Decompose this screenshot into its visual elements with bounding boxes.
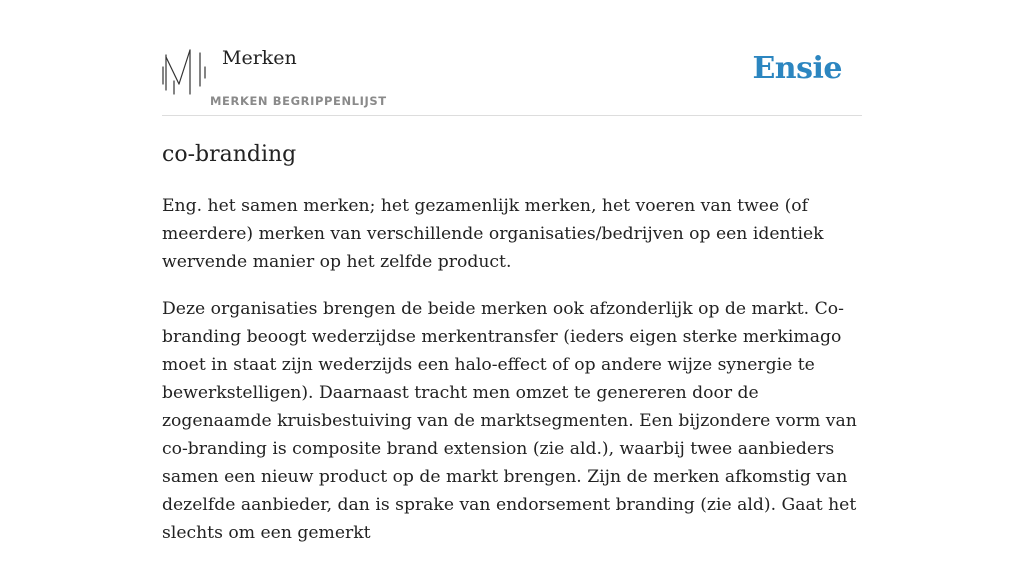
site-subtitle: MERKEN BEGRIPPENLIJST — [210, 94, 387, 108]
page — [162, 0, 862, 543]
explanation-paragraph: Deze organisaties brengen de beide merken ook afzonderlijk op de markt. Co-branding beoogt wederzijdse merkentransfer (ieders eigen sterke merkimago moet in staat zijn wederzijds een halo-effect of op andere wijze synergie te bewerkstelligen). Daarnaast tracht men omzet te genereren door de zogenaamde kruisbestuiving van de marktsegmenten. Een bijzondere vorm van co-branding is composite brand extension (zie ald.), waarbij twee aanbieders samen een nieuw product op de markt brengen. Zijn de merken afkomstig van dezelfde aanbieder, dan is sprake van endorsement branding (zie ald). Gaat het slechts om een gemerkt — [162, 299, 857, 543]
definition-paragraph: Eng. het samen merken; het gezamenlijk merken, het voeren van twee (of meerdere) merken van verschillende organisaties/bedrijven op een identiek wervende manier op het zelfde product. — [162, 196, 824, 272]
site-header — [162, 0, 862, 116]
ensie-brand-link[interactable]: Ensie — [752, 51, 842, 86]
article-body — [162, 192, 862, 566]
merken-monogram-icon[interactable] — [162, 48, 206, 94]
page-title: co-branding — [162, 142, 297, 167]
site-name-link[interactable]: Merken — [222, 47, 297, 69]
